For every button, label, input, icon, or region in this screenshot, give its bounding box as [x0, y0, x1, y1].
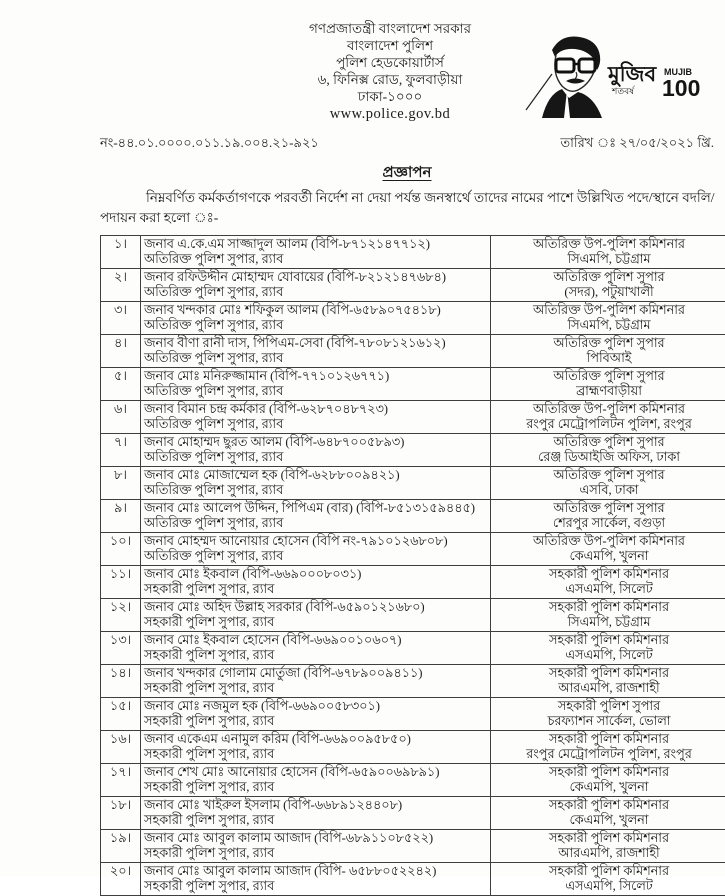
officer-rank: সহকারী পুলিশ সুপার, র‍্যাব: [144, 615, 487, 630]
new-post: অতিরিক্ত উপ-পুলিশ কমিশনার: [494, 237, 724, 252]
table-row: [101, 632, 725, 665]
new-station: এসএমপি, সিলেট: [494, 582, 724, 597]
new-station: শেরপুর সার্কেল, বগুড়া: [494, 516, 724, 531]
serial-cell: ৮।: [101, 467, 141, 500]
officer-rank: অতিরিক্ত পুলিশ সুপার, র‍্যাব: [144, 285, 487, 300]
officer-name: জনাব খন্দকার গোলাম মোর্তুজা (বিপি-৬৭৮৯০০৯৪১১): [144, 666, 487, 681]
new-station: সিএমপি, চট্টগ্রাম: [494, 252, 724, 267]
officer-rank: সহকারী পুলিশ সুপার, র‍্যাব: [144, 681, 487, 696]
officer-rank: সহকারী পুলিশ সুপার, র‍্যাব: [144, 648, 487, 663]
new-post: সহকারী পুলিশ কমিশনার: [494, 732, 724, 747]
new-station: চরফ্যাশন সার্কেল, ভোলা: [494, 714, 724, 729]
new-post: সহকারী পুলিশ কমিশনার: [494, 633, 724, 648]
serial-cell: ২০।: [101, 863, 141, 896]
officer-name: জনাব খন্দকার মোঃ শফিকুল আলম (বিপি-৬৫৮৯০৭৫৪১৮): [144, 303, 487, 318]
officer-rank: অতিরিক্ত পুলিশ সুপার, র‍্যাব: [144, 483, 487, 498]
logo-number: 100: [662, 75, 700, 101]
officer-cell: [141, 797, 491, 830]
serial-cell: ৬।: [101, 401, 141, 434]
posting-cell: [491, 533, 725, 566]
officer-rank: সহকারী পুলিশ সুপার, র‍্যাব: [144, 714, 487, 729]
officer-cell: [141, 434, 491, 467]
new-station: এসবি, ঢাকা: [494, 483, 724, 498]
serial-cell: ১৫।: [101, 698, 141, 731]
officer-cell: [141, 830, 491, 863]
new-station: আরএমপি, রাজশাহী: [494, 846, 724, 861]
new-post: সহকারী পুলিশ কমিশনার: [494, 765, 724, 780]
serial-cell: ৯।: [101, 500, 141, 533]
org-line-address: ৬, ফিনিক্স রোড, ফুলবাড়ীয়া: [275, 71, 505, 88]
officer-rank: সহকারী পুলিশ সুপার, র‍্যাব: [144, 879, 487, 894]
letterhead: [275, 20, 505, 123]
officer-name: জনাব মোহাম্মদ ছুরত আলম (বিপি-৬৪৮৭০০৫৮৯৩): [144, 435, 487, 450]
officer-rank: অতিরিক্ত পুলিশ সুপার, র‍্যাব: [144, 549, 487, 564]
officer-rank: অতিরিক্ত পুলিশ সুপার, র‍্যাব: [144, 252, 487, 267]
table-row: [101, 665, 725, 698]
new-post: অতিরিক্ত উপ-পুলিশ কমিশনার: [494, 534, 724, 549]
transfer-table: [100, 235, 725, 896]
officer-name: জনাব মোঃ খাইরুল ইসলাম (বিপি-৬৬৮৯১২৪৪০৮): [144, 798, 487, 813]
logo-en-word: MUJIB: [664, 67, 693, 77]
officer-name: জনাব এ.কে.এম সাজ্জাদুল আলম (বিপি-৮৭১২১৪৭৭১২): [144, 237, 487, 252]
new-station: কেএমপি, খুলনা: [494, 549, 724, 564]
logo-bn-word: মুজিব: [607, 61, 657, 87]
new-station: রংপুর মেট্রোপলিটন পুলিশ, রংপুর: [494, 747, 724, 762]
new-station: (সদর), পটুয়াখালী: [494, 285, 724, 300]
posting-cell: [491, 731, 725, 764]
table-row: [101, 797, 725, 830]
officer-cell: [141, 731, 491, 764]
new-post: সহকারী পুলিশ কমিশনার: [494, 666, 724, 681]
new-post: অতিরিক্ত পুলিশ সুপার: [494, 435, 724, 450]
officer-cell: [141, 500, 491, 533]
table-row: [101, 434, 725, 467]
officer-name: জনাব রফিউদ্দীন মোহাম্মদ যোবায়ের (বিপি-৮২১২১৪৭৬৮৪): [144, 270, 487, 285]
officer-rank: সহকারী পুলিশ সুপার, র‍্যাব: [144, 582, 487, 597]
new-station: কেএমপি, খুলনা: [494, 780, 724, 795]
posting-cell: [491, 467, 725, 500]
officer-name: জনাব মোঃ মোজাম্মেল হক (বিপি-৬২৮৮০০৯৪২১): [144, 468, 487, 483]
posting-cell: [491, 797, 725, 830]
officer-cell: [141, 368, 491, 401]
officer-cell: [141, 698, 491, 731]
new-post: অতিরিক্ত উপ-পুলিশ কমিশনার: [494, 303, 724, 318]
posting-cell: [491, 368, 725, 401]
officer-name: জনাব বিমান চন্দ্র কর্মকার (বিপি-৬২৮৭০৪৮৭২৩): [144, 402, 487, 417]
table-row: [101, 731, 725, 764]
new-station: আরএমপি, রাজশাহী: [494, 681, 724, 696]
serial-cell: ৫।: [101, 368, 141, 401]
table-row: [101, 698, 725, 731]
logo-bn-sub: শতবর্ষ: [611, 86, 635, 96]
new-post: অতিরিক্ত পুলিশ সুপার: [494, 501, 724, 516]
posting-cell: [491, 632, 725, 665]
new-post: অতিরিক্ত পুলিশ সুপার: [494, 369, 724, 384]
serial-cell: ১০।: [101, 533, 141, 566]
new-post: অতিরিক্ত পুলিশ সুপার: [494, 270, 724, 285]
officer-name: জনাব বীণা রানী দাস, পিপিএম-সেবা (বিপি-৭৮০৮১২১৬১২): [144, 336, 487, 351]
new-station: কেএমপি, খুলনা: [494, 813, 724, 828]
officer-rank: অতিরিক্ত পুলিশ সুপার, র‍্যাব: [144, 516, 487, 531]
new-post: অতিরিক্ত পুলিশ সুপার: [494, 336, 724, 351]
table-row: [101, 764, 725, 797]
officer-rank: অতিরিক্ত পুলিশ সুপার, র‍্যাব: [144, 318, 487, 333]
posting-cell: [491, 665, 725, 698]
table-row: [101, 467, 725, 500]
table-row: [101, 500, 725, 533]
table-row: [101, 566, 725, 599]
new-station: সিএমপি, চট্টগ্রাম: [494, 318, 724, 333]
posting-cell: [491, 302, 725, 335]
new-post: সহকারী পুলিশ কমিশনার: [494, 567, 724, 582]
officer-cell: [141, 401, 491, 434]
officer-rank: সহকারী পুলিশ সুপার, র‍্যাব: [144, 846, 487, 861]
officer-cell: [141, 599, 491, 632]
new-station: এসএমপি, সিলেট: [494, 879, 724, 894]
officer-name: জনাব একেএম এনামুল করিম (বিপি-৬৬৯০০৯৫৮৫০): [144, 732, 487, 747]
serial-cell: ১৯।: [101, 830, 141, 863]
officer-rank: অতিরিক্ত পুলিশ সুপার, র‍্যাব: [144, 384, 487, 399]
new-post: অতিরিক্ত উপ-পুলিশ কমিশনার: [494, 402, 724, 417]
org-line-headquarters: পুলিশ হেডকোয়ার্টার্স: [275, 54, 505, 71]
new-post: সহকারী পুলিশ কমিশনার: [494, 831, 724, 846]
website-text: www.police.gov.bd: [275, 106, 505, 123]
intro-paragraph: নিম্নবর্ণিত কর্মকর্তাগণকে পরবর্তী নির্দেশ না দেয়া পর্যন্ত জনস্বার্থে তাদের নামের পাশে উল্লিখিত পদে/স্থানে বদলি/পদায়ন করা হলো ঃ-: [100, 188, 716, 228]
officer-cell: [141, 467, 491, 500]
serial-cell: ৭।: [101, 434, 141, 467]
officer-rank: অতিরিক্ত পুলিশ সুপার, র‍্যাব: [144, 450, 487, 465]
posting-cell: [491, 863, 725, 896]
new-station: রংপুর মেট্রোপলিটন পুলিশ, রংপুর: [494, 417, 724, 432]
posting-cell: [491, 698, 725, 731]
serial-cell: ১৪।: [101, 665, 141, 698]
serial-cell: ১৭।: [101, 764, 141, 797]
table-row: [101, 368, 725, 401]
table-row: [101, 533, 725, 566]
posting-cell: [491, 764, 725, 797]
officer-name: জনাব মোঃ আবুল কালাম আজাদ (বিপি-৬৮৯১১০৮৫২২): [144, 831, 487, 846]
table-row: [101, 335, 725, 368]
new-post: সহকারী পুলিশ সুপার: [494, 699, 724, 714]
memo-number: নং-৪৪.০১.০০০০.০১১.১৯.০০৪.২১-৯২১: [100, 134, 319, 155]
new-post: সহকারী পুলিশ কমিশনার: [494, 600, 724, 615]
officer-cell: [141, 269, 491, 302]
table-row: [101, 236, 725, 269]
transfer-table-body: [101, 236, 725, 896]
officer-cell: [141, 764, 491, 797]
table-row: [101, 269, 725, 302]
posting-cell: [491, 500, 725, 533]
new-station: এসএমপি, সিলেট: [494, 648, 724, 663]
officer-name: জনাব মোঃ অহিদ উল্লাহ সরকার (বিপি-৬৫৯০১২১৬৮০): [144, 600, 487, 615]
officer-rank: অতিরিক্ত পুলিশ সুপার, র‍্যাব: [144, 417, 487, 432]
officer-rank: অতিরিক্ত পুলিশ সুপার, র‍্যাব: [144, 351, 487, 366]
posting-cell: [491, 335, 725, 368]
posting-cell: [491, 599, 725, 632]
officer-name: জনাব মোঃ আবুল কালাম আজাদ (বিপি- ৬৫৮৮০৫২২৪২): [144, 864, 487, 879]
officer-cell: [141, 632, 491, 665]
serial-cell: ৩।: [101, 302, 141, 335]
posting-cell: [491, 401, 725, 434]
new-station: সিএমপি, চট্টগ্রাম: [494, 615, 724, 630]
officer-cell: [141, 236, 491, 269]
new-station: পিবিআই: [494, 351, 724, 366]
new-post: সহকারী পুলিশ কমিশনার: [494, 798, 724, 813]
officer-rank: সহকারী পুলিশ সুপার, র‍্যাব: [144, 747, 487, 762]
posting-cell: [491, 236, 725, 269]
posting-cell: [491, 434, 725, 467]
serial-cell: ১২।: [101, 599, 141, 632]
officer-name: জনাব শেখ মোঃ আনোয়ার হোসেন (বিপি-৬৫৯০০৬৯৮৯১): [144, 765, 487, 780]
officer-cell: [141, 533, 491, 566]
officer-name: জনাব মোঃ মনিরুজ্জামান (বিপি-৭৭১০১২৬৭৭১): [144, 369, 487, 384]
serial-cell: ১।: [101, 236, 141, 269]
officer-rank: সহকারী পুলিশ সুপার, র‍্যাব: [144, 780, 487, 795]
serial-cell: ২।: [101, 269, 141, 302]
new-post: সহকারী পুলিশ কমিশনার: [494, 864, 724, 879]
mujib-100-logo: [512, 26, 712, 118]
table-row: [101, 401, 725, 434]
new-station: ব্রাহ্মণবাড়ীয়া: [494, 384, 724, 399]
posting-cell: [491, 566, 725, 599]
page-title: প্রজ্ঞাপন: [100, 161, 714, 186]
officer-cell: [141, 863, 491, 896]
table-row: [101, 863, 725, 896]
officer-name: জনাব মোঃ ইকবাল হোসেন (বিপি-৬৬৯০০১০৬০৭): [144, 633, 487, 648]
officer-name: জনাব মোহম্মদ আনোয়ার হোসেন (বিপি নং-৭৯১০১২৬৮০৮): [144, 534, 487, 549]
new-post: অতিরিক্ত পুলিশ সুপার: [494, 468, 724, 483]
table-row: [101, 599, 725, 632]
mujib-portrait-icon: [512, 26, 712, 118]
serial-cell: ১৬।: [101, 731, 141, 764]
officer-name: জনাব মোঃ নজমুল হক (বিপি-৬৬৯০০৫৮৩০১): [144, 699, 487, 714]
officer-name: জনাব মোঃ আলেপ উদ্দিন, পিপিএম (বার) (বিপি-৮৫১৩১৫৯৪৪৫): [144, 501, 487, 516]
officer-cell: [141, 566, 491, 599]
org-line-government: গণপ্রজাতন্ত্রী বাংলাদেশ সরকার: [275, 20, 505, 37]
table-row: [101, 302, 725, 335]
serial-cell: ১১।: [101, 566, 141, 599]
posting-cell: [491, 830, 725, 863]
officer-cell: [141, 302, 491, 335]
memo-row: [100, 134, 714, 155]
table-row: [101, 830, 725, 863]
org-line-police: বাংলাদেশ পুলিশ: [275, 37, 505, 54]
officer-cell: [141, 335, 491, 368]
serial-cell: ৪।: [101, 335, 141, 368]
serial-cell: ১৮।: [101, 797, 141, 830]
posting-cell: [491, 269, 725, 302]
officer-cell: [141, 665, 491, 698]
org-line-city: ঢাকা-১০০০: [275, 88, 505, 105]
new-station: রেঞ্জ ডিআইজি অফিস, ঢাকা: [494, 450, 724, 465]
officer-rank: সহকারী পুলিশ সুপার, র‍্যাব: [144, 813, 487, 828]
serial-cell: ১৩।: [101, 632, 141, 665]
memo-date: তারিখ ঃ ২৭/০৫/২০২১ খ্রি.: [560, 134, 714, 155]
officer-name: জনাব মোঃ ইকবাল (বিপি-৬৬৯০০০৮০৩১): [144, 567, 487, 582]
